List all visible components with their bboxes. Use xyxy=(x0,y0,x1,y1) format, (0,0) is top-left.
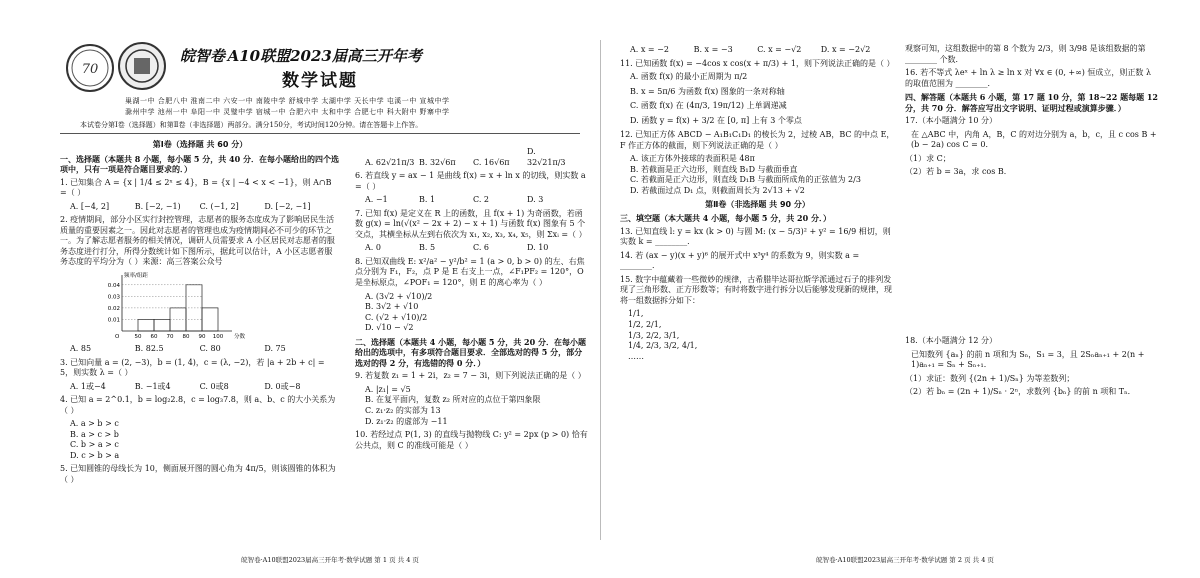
option: C. 若截面是正六边形，则直线 D₁B 与截面所成角的正弦值为 2/3 xyxy=(630,175,861,185)
question-10: 10. 若经过点 P(1, 3) 的直线与抛物线 C: y² = 2px (p > 0) 恰有公共点，则 C 的准线可能是（ ） xyxy=(355,430,588,450)
question-15: 15. 数字中蕴藏着一些微妙的规律，古希腊毕达哥拉斯学派通过石子的排列发现了三角形数、正方形数等；有时将数字进行拆分以后能够发现新的规律，现将一组数据拆分如下： xyxy=(620,274,892,305)
option: A. 1或−4 xyxy=(70,381,106,391)
option: A. 函数 f(x) 的最小正周期为 π/2 xyxy=(630,72,748,82)
y-tick-label: 0.02 xyxy=(107,305,120,312)
question-18-part-2: （2）若 bₙ = (2n + 1)/Sₙ · 2ⁿ，求数列 {bₙ} 的前 n 项和 Tₙ． xyxy=(905,387,1136,397)
option: A. −1 xyxy=(365,195,388,205)
question-2: 2. 疫情期间，部分小区实行封控管理，志愿者的服务态度成为了影响居民生活质量的重要因素之一。因此对志愿者的管理也成为疫情期间必不可少的环节之一。为了解志愿者服务的相关情况，调研人员需要求 A 小区居民对志愿者的服务态度进行打分，所得分数统计如下图所示，据此可以估计，A 小区志愿者服务态度的平均分为（ ）来源：高三答案公众号 xyxy=(60,215,335,267)
question-6: 6. 若直线 y = ax − 1 是曲线 f(x) = x + ln x 的切线，则实数 a =（ ） xyxy=(355,171,586,191)
option: B. [−2, −1) xyxy=(134,201,181,211)
origin-label: O xyxy=(115,334,120,341)
question-4: 4. 已知 a = 2^0.1，b = log₂2.8，c = log₃7.8，则 a、b、c 的大小关系为（ ） xyxy=(60,395,336,415)
question-10-options xyxy=(630,45,895,56)
question-3-options xyxy=(70,382,340,393)
question-16: 16. 若不等式 λeˣ + ln λ ≥ ln x 对 ∀x ∈ (0, +∞) 恒成立，则正数 λ 的取值范围为 ________． xyxy=(905,68,1152,88)
option: A. 85 xyxy=(70,344,92,354)
question-9-options xyxy=(365,385,590,427)
question-1: 1. 已知集合 A = {x | 1/4 ≤ 2ˣ ≤ 4}，B = {x | −4 < x < −1}，则 A∩B =（ ） xyxy=(60,177,332,198)
option: D. z₁·z₂ 的虚部为 −11 xyxy=(365,416,448,426)
option: D. 函数 y = f(x) + 3/2 在 [0, π] 上有 3 个零点 xyxy=(630,115,802,125)
section-2-header: 二、选择题（本题共 4 小题，每小题 5 分，共 20 分．在每小题给出的选项中，有多项符合题目要求．全部选对的得 5 分，部分选对的得 2 分，有选错的得 0 分．） xyxy=(355,336,586,368)
x-tick-label: 90 xyxy=(198,334,206,341)
histogram-bar xyxy=(138,319,154,331)
question-13: 13. 已知直线 l: y = kx (k > 0) 与圆 M: (x − 5/3)² + y² = 16/9 相切，则实数 k = ________． xyxy=(620,226,891,247)
part1-title: 第Ⅰ卷（选择题 共 60 分） xyxy=(152,140,248,149)
question-11: 11. 已知函数 f(x) = −4cos x cos(x + π/3) + 1，则下列说法正确的是（ ） xyxy=(620,58,895,68)
exam-name: A10联盟2023届高三开年考 xyxy=(227,47,422,65)
option: B. 在复平面内，复数 z₂ 所对应的点位于第四象限 xyxy=(365,395,541,405)
number-sequence xyxy=(628,309,895,362)
option: B. 1 xyxy=(419,195,436,205)
option: D. 0或−8 xyxy=(264,381,301,391)
question-12-options xyxy=(630,154,895,196)
option: C. 函数 f(x) 在 (4π/3, 19π/12) 上单调递减 xyxy=(630,101,787,111)
option: D. 若截面过点 D₁ 点，则截面周长为 2√13 + √2 xyxy=(630,186,805,196)
y-tick-label: 0.04 xyxy=(107,282,120,289)
sequence-row: 1/4, 2/3, 3/2, 4/1, xyxy=(628,341,698,351)
question-1-options xyxy=(70,202,340,213)
question-15-continued: 观察可知，这组数据中的第 8 个数为 2/3，则 3/98 是该组数据的第 ________ 个数． xyxy=(905,44,1146,64)
section-3-header: 三、填空题（本大题共 4 小题，每小题 5 分，共 20 分．） xyxy=(620,213,831,224)
column-2 xyxy=(355,137,590,454)
schools-row-2: 滁州中学 池州一中 阜阳一中 灵璧中学 宿城一中 合肥六中 太和中学 合肥七中 科大附中 野寨中学 xyxy=(125,108,450,116)
option: A. 62√21π/3 xyxy=(365,157,415,167)
sequence-row: 1/1, xyxy=(628,309,644,319)
histogram-bar xyxy=(170,308,186,331)
option: A. (3√2 + √10)/2 xyxy=(365,291,433,301)
schools-row-1: 巢湖一中 合肥八中 淮南二中 六安一中 南陵中学 舒城中学 太湖中学 天长中学 屯溪一中 宣城中学 xyxy=(125,97,450,105)
question-18-body: 已知数列 {aₙ} 的前 n 项和为 Sₙ，S₁ = 3，且 2Sₙaₙ₊₁ + 2(n + 1)aₙ₊₁ = Sₙ + Sₙ₊₁． xyxy=(911,349,1145,370)
question-7-options xyxy=(365,243,590,254)
section-4-header: 四、解答题（本题共 6 小题，第 17 题 10 分，第 18~22 题每题 12 分，共 70 分．解答应写出文字说明、证明过程或演算步骤．） xyxy=(905,92,1158,113)
option: A. 该正方体外接球的表面积是 48π xyxy=(630,154,755,164)
question-4-options xyxy=(70,419,340,461)
option: B. x = 5π/6 为函数 f(x) 图象的一条对称轴 xyxy=(630,86,785,96)
question-11-options xyxy=(630,72,895,126)
university-seal-logo xyxy=(118,42,166,90)
question-17-part-2: （2）若 b = 3a，求 cos B． xyxy=(905,167,1012,177)
part2-title: 第Ⅱ卷（非选择题 共 90 分） xyxy=(705,199,810,209)
x-tick-label: 80 xyxy=(182,334,190,341)
option: B. 32√6π xyxy=(419,157,456,167)
header-divider xyxy=(60,133,580,134)
svg-text:70: 70 xyxy=(81,62,99,77)
question-5: 5. 已知圆锥的母线长为 10，侧面展开图的圆心角为 4π/5，则该圆锥的体积为（ ） xyxy=(60,464,336,485)
histogram-figure xyxy=(98,271,340,343)
option: B. 3√2 + √10 xyxy=(365,302,419,312)
option: A. [−4, 2] xyxy=(70,201,110,211)
column-3 xyxy=(620,44,895,362)
sequence-row: …… xyxy=(628,351,644,361)
y-axis-label: 频率/组距 xyxy=(124,273,148,280)
option: A. a > b > c xyxy=(70,419,119,429)
option: C. 6 xyxy=(473,243,490,253)
option: B. −1或4 xyxy=(134,381,171,391)
option: C. (−1, 2] xyxy=(199,201,239,211)
option: B. 82.5 xyxy=(134,344,164,354)
exam-instructions: 本试卷分第Ⅰ卷（选择题）和第Ⅱ卷（非选择题）两部分。满分150分，考试时间120分钟。请在答题卡上作答。 xyxy=(80,121,423,129)
option: B. 若截面是正六边形，则直线 B₁D 与截面垂直 xyxy=(630,164,798,174)
school-emblem-logo xyxy=(66,44,114,92)
option: C. 16√6π xyxy=(473,157,510,167)
answer-space xyxy=(905,181,1160,336)
page-divider xyxy=(600,40,601,540)
sequence-row: 1/3, 2/2, 3/1, xyxy=(628,330,680,340)
x-tick-label: 70 xyxy=(166,334,174,341)
option: C. x = −√2 xyxy=(757,45,802,54)
page-2 xyxy=(605,0,1170,578)
option: C. 2 xyxy=(473,195,490,205)
option: B. a > c > b xyxy=(70,429,119,439)
question-5-options xyxy=(365,147,590,168)
option: D. 32√21π/3 xyxy=(527,147,566,167)
option: C. b > a > c xyxy=(70,440,119,450)
option: C. (√2 + √10)/2 xyxy=(365,312,428,322)
option: A. x = −2 xyxy=(630,45,669,54)
sequence-row: 1/2, 2/1, xyxy=(628,320,662,330)
question-2-options xyxy=(70,344,340,355)
option: C. 0或8 xyxy=(199,381,229,391)
question-7: 7. 已知 f(x) 是定义在 R 上的函数，且 f(x + 1) 为奇函数，若函数 g(x) = ln(√(x² − 2x + 2) − x + 1) 与函数 f(x) 图象有 5 个交点，其横坐标从左到右依次为 x₁, x₂, x₃, x₄, x₅，则 Σxᵢ =（ ） xyxy=(355,208,587,239)
question-17-body: 在 △ABC 中，内角 A，B，C 的对边分别为 a，b，c，且 c cos B + (b − 2a) cos C = 0． xyxy=(911,129,1157,150)
question-6-options xyxy=(365,195,590,206)
option: B. x = −3 xyxy=(693,45,733,54)
x-tick-label: 50 xyxy=(134,334,142,341)
question-9: 9. 若复数 z₁ = 1 + 2i，z₂ = 7 − 3i，则下列说法正确的是（ ） xyxy=(355,371,586,381)
x-tick-label: 60 xyxy=(150,334,158,341)
question-3: 3. 已知向量 a = (2, −3)，b = (1, 4)，c = (λ, −2)，若 |a + 2b + c| = 5，则实数 λ =（ ） xyxy=(60,357,325,378)
question-8: 8. 已知双曲线 E: x²/a² − y²/b² = 1 (a > 0, b > 0) 的左、右焦点分别为 F₁，F₂，点 P 是 E 右支上一点，∠F₁PF₂ = 120°，O 是坐标原点，∠POF₁ = 120°，则 E 的离心率为（ ） xyxy=(355,256,585,288)
x-tick-label: 100 xyxy=(212,334,224,341)
question-17-part-1: （1）求 C； xyxy=(905,153,951,163)
histogram-bar xyxy=(154,319,170,331)
question-12: 12. 已知正方体 ABCD − A₁B₁C₁D₁ 的棱长为 2，过棱 AB，BC 的中点 E，F 作正方体的截面，则下列说法正确的是（ ） xyxy=(620,130,895,150)
question-18-part-1: （1）求证：数列 {(2n + 1)/Sₙ} 为等差数列； xyxy=(905,373,1075,383)
question-8-options xyxy=(365,292,590,334)
question-17: 17.（本小题满分 10 分） xyxy=(905,116,997,126)
option: D. [−2, −1] xyxy=(264,201,311,211)
page-1-footer: 皖智卷·A10联盟2023届高三开年考·数学试题 第 1 页 共 4 页 xyxy=(241,556,419,564)
option: D. 10 xyxy=(527,243,549,253)
option: D. x = −2√2 xyxy=(820,45,871,54)
column-1 xyxy=(60,137,340,489)
exam-title xyxy=(180,47,480,67)
question-14: 14. 若 (ax − y)(x + y)⁶ 的展开式中 x³y⁴ 的系数为 9，则实数 a = ________． xyxy=(620,250,860,271)
option: C. z₁·z₂ 的实部为 13 xyxy=(365,406,441,416)
histogram-bar xyxy=(202,308,218,331)
page-2-footer: 皖智卷·A10联盟2023届高三开年考·数学试题 第 2 页 共 4 页 xyxy=(816,556,994,564)
y-tick-label: 0.03 xyxy=(107,294,120,301)
subject-title: 数学试题 xyxy=(282,71,358,91)
column-4 xyxy=(905,44,1160,401)
histogram-chart xyxy=(98,271,248,343)
option: B. 5 xyxy=(419,243,436,253)
option: C. 80 xyxy=(199,344,221,354)
x-axis-label: 分数 xyxy=(234,334,246,341)
option: D. √10 − √2 xyxy=(365,323,414,333)
option: A. 0 xyxy=(365,243,381,253)
option: D. 3 xyxy=(527,195,544,205)
option: D. c > b > a xyxy=(70,450,120,460)
brand-logo-text: 皖智卷 xyxy=(180,47,226,65)
option: A. |z₁| = √5 xyxy=(365,384,411,394)
page-1 xyxy=(30,0,595,578)
question-18: 18.（本小题满分 12 分） xyxy=(905,336,997,346)
y-tick-label: 0.01 xyxy=(107,317,120,324)
option: D. 75 xyxy=(264,344,286,354)
section-1-header: 一、选择题（本题共 8 小题，每小题 5 分，共 40 分．在每小题给出的四个选项中，只有一项是符合题目要求的．） xyxy=(60,153,339,175)
